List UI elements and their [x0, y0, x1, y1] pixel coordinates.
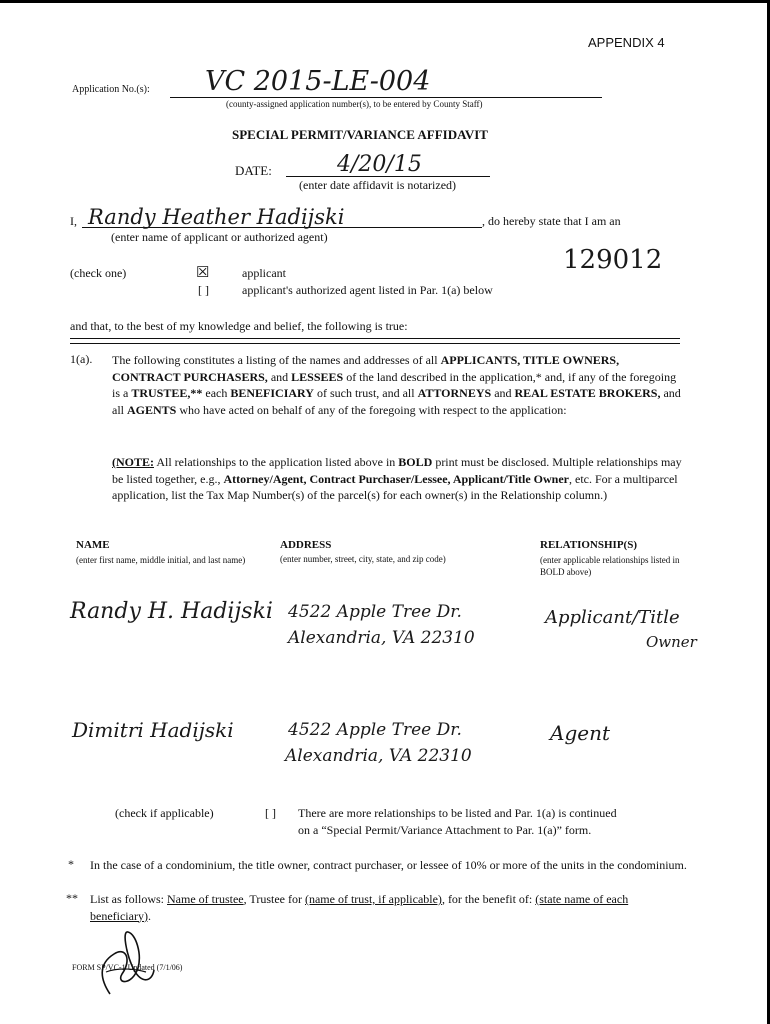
statement-suffix: , do hereby state that I am an [482, 214, 621, 228]
row2-relationship: Agent [550, 721, 610, 745]
page-title: SPECIAL PERMIT/VARIANCE AFFIDAVIT [232, 127, 488, 142]
applicant-option-label: applicant [242, 266, 286, 280]
row1-name: Randy H. Hadijski [70, 599, 273, 624]
row2-address-line1: 4522 Apple Tree Dr. [288, 720, 462, 740]
date-hint: (enter date affidavit is notarized) [299, 178, 457, 192]
row1-relationship-line2: Owner [646, 633, 697, 651]
row1-relationship-line1: Applicant/Title [545, 607, 680, 628]
intro-statement: and that, to the best of my knowledge and belief, the following is true: [70, 319, 408, 333]
handwritten-stamp-number: 129012 [563, 245, 663, 275]
date-value: 4/20/15 [337, 152, 422, 177]
statement-prefix: I, [70, 214, 77, 228]
footnote-1-mark: * [68, 857, 74, 871]
footnote-2-mark: ** [66, 891, 78, 905]
application-number-line [170, 97, 602, 98]
row1-address-line1: 4522 Apple Tree Dr. [288, 602, 462, 622]
continued-checkbox[interactable]: [ ] [265, 806, 276, 820]
agent-option-label: applicant's authorized agent listed in Par. 1(a) below [242, 283, 493, 297]
application-number-value: VC 2015-LE-004 [205, 66, 431, 97]
address-column-header: ADDRESS [280, 539, 332, 551]
statement-name: Randy Heather Hadijski [88, 205, 345, 229]
date-label: DATE: [235, 163, 272, 178]
footnote-1-text: In the case of a condominium, the title owner, contract purchaser, or lessee of 10% or more of the units in the condominium. [90, 858, 687, 872]
agent-checkbox[interactable]: [ ] [198, 283, 209, 297]
relationship-column-header: RELATIONSHIP(S) [540, 539, 637, 551]
footnote-2-text: List as follows: Name of trustee, Trustee for (name of trust, if applicable), for the benefit of: (state name of each beneficiary). [90, 892, 629, 923]
row2-name: Dimitri Hadijski [72, 718, 234, 742]
row2-address-line2: Alexandria, VA 22310 [285, 746, 472, 766]
note-text: (NOTE: All relationships to the application listed above in BOLD print must be disclosed. Multiple relationships may be listed together, e.g., Attorney/Agent, Contract Purchaser/Lessee, Applicant/Title Owner, etc. For a multiparcel application, list the Tax Map Number(s) of the parcel(s) for each owner(s) in the Relationship column.) [112, 455, 682, 502]
name-column-hint: (enter first name, middle initial, and last name) [76, 555, 246, 565]
paragraph-1a-text: The following constitutes a listing of the names and addresses of all APPLICANTS, TITLE OWNERS, CONTRACT PURCHASERS, and LESSEES of the land described in the application,* and, if any of the foregoing is a TRUSTEE,** each BENEFICIARY of such trust, and all ATTORNEYS and REAL ESTATE BROKERS, and all AGENTS who have acted on behalf of any of the foregoing with respect to the application: [112, 353, 681, 417]
double-rule-divider [70, 338, 680, 344]
row1-address-line2: Alexandria, VA 22310 [288, 628, 475, 648]
continued-text-line2: on a “Special Permit/Variance Attachment to Par. 1(a)” form. [298, 823, 592, 837]
applicant-checkbox[interactable]: ☒ [196, 265, 210, 281]
application-number-label: Application No.(s): [72, 84, 150, 95]
form-label: FORM SP/VC-1 Updated (7/1/06) [72, 963, 183, 972]
name-column-header: NAME [76, 539, 110, 551]
statement-hint: (enter name of applicant or authorized agent) [111, 230, 328, 244]
page-top-border [0, 0, 770, 3]
address-column-hint: (enter number, street, city, state, and zip code) [280, 554, 446, 564]
check-if-applicable-label: (check if applicable) [115, 806, 214, 820]
paragraph-number: 1(a). [70, 352, 93, 366]
check-one-label: (check one) [70, 266, 127, 280]
appendix-label: APPENDIX 4 [588, 35, 665, 50]
application-number-hint: (county-assigned application number(s), to be entered by County Staff) [226, 99, 483, 109]
continued-text-line1: There are more relationships to be listed and Par. 1(a) is continued [298, 806, 617, 820]
relationship-column-hint: (enter applicable relationships listed in BOLD above) [540, 555, 680, 577]
